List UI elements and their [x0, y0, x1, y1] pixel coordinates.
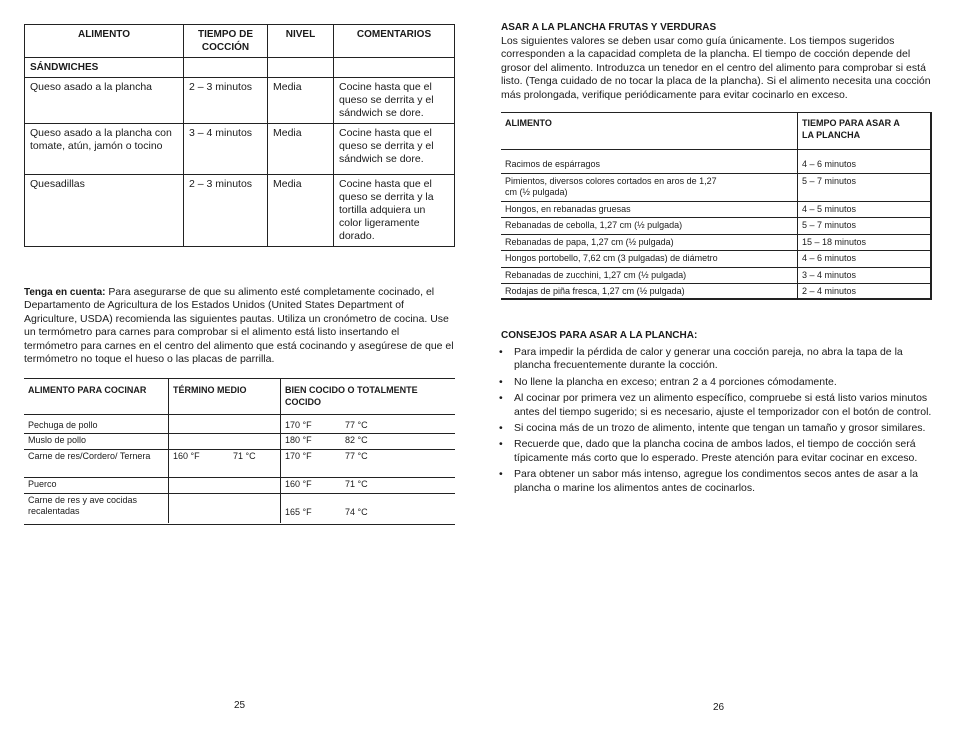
table-row: [501, 201, 930, 218]
section-intro: Los siguientes valores se deben usar como guía únicamente. Los tiempos sugeridos corresponden a la capacidad completa de la plancha. El tiempo de cocción depende del grosor del alimento. Introduzca un tenedor en el centro del alimento para comprobar si está listo. (Tenga cuidado de no tocar la placa de la plancha). Si el alimento necesita una cocción más prolongada, verifique periódicamente para evitar cocinarlo en exceso.: [501, 35, 931, 101]
header-well-done: BIEN COCIDO O TOTALMENTE COCIDO: [281, 379, 456, 415]
cell-time: 5 – 7 minutos: [798, 218, 931, 235]
cell-level: Media: [268, 78, 334, 124]
cell-well-c: 74 °C: [345, 506, 368, 517]
list-item: • Al cocinar por primera vez un alimento específico, compruebe si está listo varios minutos antes del tiempo sugerido; si es necesario, ajuste el temporizador con el botón de control.: [499, 392, 932, 418]
table-header-row: [24, 379, 455, 415]
table-row: [501, 173, 930, 201]
table-row: [24, 477, 455, 493]
section-label: SÁNDWICHES: [25, 58, 184, 78]
table-header-row: [25, 25, 455, 58]
cell-food: Quesadillas: [25, 175, 184, 247]
usda-note: [24, 286, 455, 366]
cell-food: Hongos portobello, 7,62 cm (3 pulgadas) de diámetro: [501, 251, 798, 268]
temperature-table: [24, 379, 455, 523]
cell-comment: Cocine hasta que el queso se derrita y el sándwich se dore.: [334, 124, 455, 175]
cell-well-c: 77 °C: [345, 420, 368, 430]
table-row: [501, 218, 930, 235]
page-number-left: 25: [234, 700, 246, 711]
bullet-icon: •: [499, 375, 503, 388]
cell-food: Racimos de espárragos: [501, 150, 798, 174]
table-row: [501, 267, 930, 284]
cell-medium-c: 71 °C: [233, 450, 256, 461]
cell-food: Hongos, en rebanadas gruesas: [501, 201, 798, 218]
cell-food: Queso asado a la plancha con tomate, atún, jamón o tocino: [25, 124, 184, 175]
cell-time: 2 – 3 minutos: [184, 175, 268, 247]
page-number-right: 26: [713, 702, 725, 713]
cell-well-c: 77 °C: [345, 450, 368, 461]
cell-well-f: 165 °F: [285, 506, 312, 517]
table-row: [25, 124, 455, 175]
cell-food: Pechuga de pollo: [24, 415, 169, 434]
cell-well-f: 170 °F: [285, 450, 312, 461]
table-row: [25, 175, 455, 247]
tips-list: [499, 346, 933, 498]
cell-well-c: 82 °C: [345, 434, 368, 445]
table-row: [501, 284, 930, 300]
section-title: ASAR A LA PLANCHA FRUTAS Y VERDURAS: [501, 22, 717, 33]
header-grill-time: TIEMPO PARA ASAR A LA PLANCHA: [798, 113, 931, 150]
list-item: • Recuerde que, dado que la plancha cocina de ambos lados, el tiempo de cocción será típicamente más corto que lo esperado. Preste atención para evitar cocinar en exceso.: [499, 438, 918, 464]
cell-time: 3 – 4 minutos: [798, 267, 931, 284]
table-row: [501, 234, 930, 251]
cell-food: Carne de res/Cordero/ Ternera: [24, 449, 169, 477]
cell-medium-f: 160 °F: [173, 450, 200, 461]
grill-time-table: [501, 113, 930, 300]
cell-food: Queso asado a la plancha: [25, 78, 184, 124]
cell-time: 4 – 6 minutos: [798, 150, 931, 174]
cell-food: Rebanadas de zucchini, 1,27 cm (½ pulgada): [501, 267, 798, 284]
cell-food: Puerco: [24, 477, 169, 493]
cell-time: 3 – 4 minutos: [184, 124, 268, 175]
header-comentarios: COMENTARIOS: [334, 25, 455, 58]
cell-food: Rodajas de piña fresca, 1,27 cm (½ pulgada): [501, 284, 798, 300]
cell-time: 4 – 6 minutos: [798, 251, 931, 268]
section-row: [25, 58, 455, 78]
header-nivel: NIVEL: [268, 25, 334, 58]
table-row: [24, 433, 455, 449]
cell-food: Muslo de pollo: [24, 433, 169, 449]
table-row: [501, 150, 930, 174]
cell-food: Pimientos, diversos colores cortados en aros de 1,27 cm (½ pulgada): [505, 175, 717, 197]
header-tiempo: TIEMPO DE COCCIÓN: [184, 25, 268, 58]
sandwich-table: [24, 24, 455, 247]
cell-well-f: 160 °F: [285, 478, 312, 489]
cell-well-f: 180 °F: [285, 434, 312, 445]
table-row: [24, 415, 455, 434]
cell-comment: Cocine hasta que el queso se derrita y el sándwich se dore.: [334, 78, 455, 124]
header-medium: TÉRMINO MEDIO: [169, 379, 281, 415]
list-item: • Para obtener un sabor más intenso, agregue los condimentos secos antes de asar a la plancha o marine los alimentos antes de cocinarlos.: [499, 468, 918, 494]
list-item: • Si cocina más de un trozo de alimento, intente que tengan un tamaño y grosor similares.: [499, 422, 926, 435]
note-label: Tenga en cuenta:: [24, 287, 106, 298]
cell-time: 2 – 3 minutos: [184, 78, 268, 124]
bullet-icon: •: [499, 438, 503, 451]
bullet-icon: •: [499, 392, 503, 405]
bullet-icon: •: [499, 468, 503, 481]
cell-time: 2 – 4 minutos: [802, 286, 857, 296]
note-text: Para asegurarse de que su alimento esté completamente cocinado, el Departamento de Agricultura de los Estados Unidos (United States Department of Agriculture, USDA) recomienda las siguientes pautas. Utiliza un cronómetro de cocina. Use un termómetro para carnes para comprobar si el alimento está listo insertando el termómetro para carnes en el centro del alimento que está cocinando y asegúrese de que el termómetro no toque el hueso o las placas de parrilla.: [24, 286, 454, 366]
cell-time: 5 – 7 minutos: [798, 173, 931, 201]
header-food: ALIMENTO: [501, 113, 798, 150]
list-item: • Para impedir la pérdida de calor y generar una cocción pareja, no abra la tapa de la plancha frecuentemente durante la cocción.: [499, 346, 903, 372]
cell-time: 4 – 5 minutos: [798, 201, 931, 218]
table-row: [24, 493, 455, 523]
grill-time-table-wrap: [501, 112, 932, 300]
bullet-icon: •: [499, 422, 503, 435]
table-row: [24, 449, 455, 477]
cell-level: Media: [268, 124, 334, 175]
header-food: ALIMENTO PARA COCINAR: [24, 379, 169, 415]
header-alimento: ALIMENTO: [25, 25, 184, 58]
cell-food: Rebanadas de cebolla, 1,27 cm (½ pulgada): [501, 218, 798, 235]
temperature-table-wrap: [24, 378, 455, 525]
table-header-row: [501, 113, 930, 150]
bullet-icon: •: [499, 346, 503, 358]
cell-well-f: 170 °F: [285, 420, 312, 430]
tips-title: CONSEJOS PARA ASAR A LA PLANCHA:: [501, 330, 698, 341]
cell-well-c: 71 °C: [345, 478, 368, 489]
cell-food: Carne de res y ave cocidas recalentadas: [24, 493, 169, 523]
cell-time: 15 – 18 minutos: [798, 234, 931, 251]
cell-comment: Cocine hasta que el queso se derrita y la tortilla adquiera un color ligeramente dorado.: [334, 175, 455, 247]
cell-food: Rebanadas de papa, 1,27 cm (½ pulgada): [501, 234, 798, 251]
table-row: [25, 78, 455, 124]
table-row: [501, 251, 930, 268]
cell-level: Media: [268, 175, 334, 247]
list-item: • No llene la plancha en exceso; entran 2 a 4 porciones cómodamente.: [499, 375, 837, 388]
